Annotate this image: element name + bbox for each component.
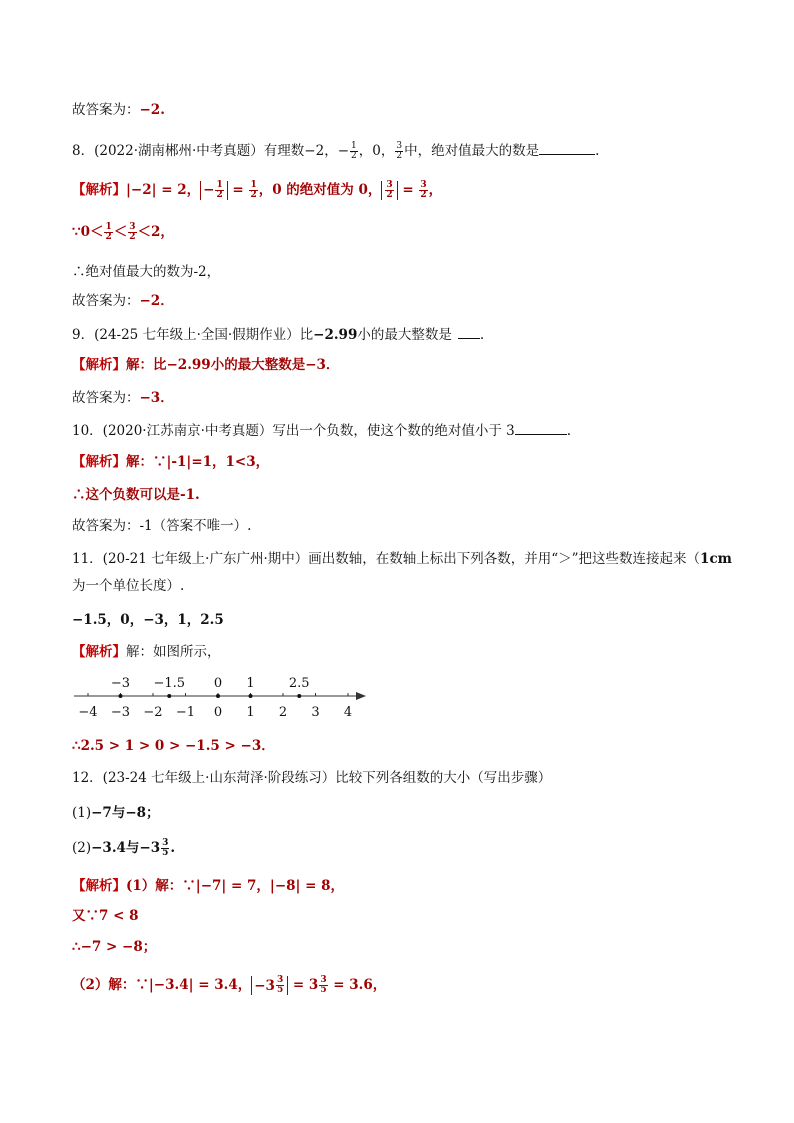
analysis-12-part2 <box>72 975 386 995</box>
question-9 <box>72 324 484 345</box>
answer-label: 故答案为： <box>72 102 140 118</box>
number-line <box>60 668 380 724</box>
q10-end: . <box>566 423 572 439</box>
a12d-pre: （2）解：∵|−3.4| = 3.4， <box>72 977 252 993</box>
a8-frac-2: $\frac{1}{2}$ <box>250 180 257 200</box>
answer-line-10 <box>72 516 251 536</box>
q8-n1: −2， <box>304 143 338 159</box>
question-8 <box>72 140 599 161</box>
a8-p2: ，0 的绝对值为 0， <box>258 182 382 198</box>
axis-point <box>249 694 253 698</box>
axis-tick-label: 4 <box>343 705 353 720</box>
q9-prefix: 9．(24-25 七年级上·全国·假期作业）比 <box>72 327 314 343</box>
q11-line2: 为一个单位长度）. <box>72 578 185 594</box>
q8-neg: − <box>337 143 350 159</box>
analysis-tag: 【解析】 <box>72 644 126 660</box>
question-12-part2 <box>72 838 175 858</box>
axis-point-label: 2.5 <box>288 676 310 691</box>
answer-text: 故答案为：-1（答案不唯一）. <box>72 518 252 534</box>
answer-line-7 <box>72 100 165 120</box>
q8-frac-2: $\frac{3}{2}$ <box>396 141 403 161</box>
axis-point-label: −1.5 <box>153 676 186 691</box>
answer-label: 故答案为： <box>72 293 140 309</box>
analysis-tag: 【解析】 <box>72 454 126 470</box>
a12-text: (1）解：∵|−7| = 7，|−8| = 8， <box>126 878 345 894</box>
analysis-8-because <box>72 222 174 242</box>
a8b-frac-1: $\frac{1}{2}$ <box>105 222 112 242</box>
axis-tick-label: −2 <box>143 705 163 720</box>
q12-text: 12．(23-24 七年级上·山东菏泽·阶段练习）比较下列各组数的大小（写出步骤） <box>72 770 552 786</box>
axis-point <box>119 694 123 698</box>
axis-tick-label: 0 <box>213 705 223 720</box>
analysis-12-therefore <box>72 937 156 957</box>
q8-end: . <box>595 143 600 159</box>
answer-line-8 <box>72 291 174 311</box>
answer-value: −2. <box>139 102 165 118</box>
a8b-lt: ＜ <box>113 224 128 240</box>
a8b-because: ∵0＜ <box>72 224 104 240</box>
analysis-8 <box>72 180 442 200</box>
analysis-12-also <box>72 906 139 926</box>
a10b-text: ∴这个负数可以是-1. <box>72 487 200 503</box>
q9-suffix: 小的最大整数是 <box>357 327 452 343</box>
axis-tick-label: −3 <box>110 705 131 720</box>
question-12-part1 <box>72 803 160 823</box>
a8b-frac-2: $\frac{3}{2}$ <box>129 222 136 242</box>
a9-text: 解：比−2.99小的最大整数是−3． <box>126 357 340 373</box>
q12b-frac: $\frac{3}{5}$ <box>162 838 169 858</box>
a8-p3: ， <box>428 182 443 198</box>
answer-label: 故答案为： <box>72 390 140 406</box>
a8b-tail: ＜2， <box>137 224 174 240</box>
q8-suffix: 中，绝对值最大的数是 <box>404 143 540 159</box>
a8-abs-2: $\frac{3}{2}$ <box>381 181 397 200</box>
answer-value: −3． <box>139 390 174 406</box>
q12a-text: −7与−8； <box>91 805 160 821</box>
axis-tick-label: 2 <box>278 705 288 720</box>
a8-p1: |−2| = 2， <box>126 182 201 198</box>
analysis-9 <box>72 355 339 375</box>
q12b-end: . <box>170 840 176 856</box>
axis-point <box>167 694 171 698</box>
analysis-tag: 【解析】 <box>72 878 126 894</box>
q8-frac-1: $\frac{1}{2}$ <box>351 141 357 161</box>
q10-answer-blank <box>515 420 567 435</box>
q12a-label: (1) <box>72 805 92 821</box>
axis-point-label: −3 <box>110 676 131 691</box>
a8-abs-1: − $\frac{1}{2}$ <box>200 181 228 200</box>
q9-answer-blank <box>458 324 480 339</box>
a8-frac-4: $\frac{3}{2}$ <box>420 180 427 200</box>
q12b-label: (2) <box>72 840 92 856</box>
axis-tick-label: 1 <box>246 705 255 720</box>
a12d-abs: −3 $\frac{3}{5}$ <box>251 976 288 995</box>
question-12 <box>72 768 551 788</box>
a11b-text: ∴2.5 > 1 > 0 > −1.5 > −3． <box>72 738 275 754</box>
axis-arrow <box>356 692 366 700</box>
q8-prefix: 8．(2022·湖南郴州·中考真题）有理数 <box>72 143 305 159</box>
a12d-mid: = 3 <box>288 977 319 993</box>
axis-tick-label: −4 <box>78 705 98 720</box>
a8-eq1: = <box>227 182 249 198</box>
q11-line1: 11．(20-21 七年级上·广东广州·期中）画出数轴，在数轴上标出下列各数，并用“＞”把这些数连接起来（ <box>72 551 701 567</box>
q9-num: −2.99 <box>313 327 358 343</box>
a12d-end: = 3.6， <box>328 977 387 993</box>
a12c-text: ∴−7 > −8； <box>72 939 157 955</box>
axis-point-label: 0 <box>213 676 223 691</box>
q11-unit: 1cm <box>700 551 732 567</box>
question-10 <box>72 420 571 441</box>
analysis-10 <box>72 452 269 472</box>
q9-end: . <box>479 327 485 343</box>
analysis-tag: 【解析】 <box>72 357 126 373</box>
question-11-numbers <box>72 610 224 630</box>
analysis-tag: 【解析】 <box>72 182 126 198</box>
answer-value: −2． <box>139 293 174 309</box>
q12b-pre: −3.4与−3 <box>91 840 161 856</box>
analysis-11 <box>72 642 221 662</box>
axis-tick-label: 3 <box>311 705 320 720</box>
question-11-cont <box>72 576 184 596</box>
a8-eq2: = <box>397 182 419 198</box>
axis-tick-label: −1 <box>175 705 196 720</box>
answer-line-9 <box>72 388 174 408</box>
analysis-11-conclusion <box>72 736 275 756</box>
analysis-10-therefore <box>72 485 200 505</box>
q10-prefix: 10．(2020·江苏南京·中考真题）写出一个负数，使这个数的绝对值小于 3 <box>72 423 515 439</box>
q8-answer-blank <box>539 140 595 155</box>
axis-point <box>297 694 301 698</box>
a12b-text: 又∵7 < 8 <box>72 908 139 924</box>
q11-nums: −1.5，0，−3，1，2.5 <box>72 612 224 628</box>
q8-mid: ，0， <box>358 143 395 159</box>
a11-text: 解：如图所示， <box>126 644 221 660</box>
analysis-8-therefore <box>72 262 220 282</box>
a8c-text: ∴绝对值最大的数为-2， <box>72 264 221 280</box>
axis-point-label: 1 <box>246 676 255 691</box>
a10-text: 解：∵|-1|=1，1<3， <box>126 454 270 470</box>
question-11 <box>72 549 732 569</box>
analysis-12 <box>72 876 344 896</box>
axis-point <box>216 694 220 698</box>
a12d-frac-2: $\frac{3}{5}$ <box>320 975 327 995</box>
